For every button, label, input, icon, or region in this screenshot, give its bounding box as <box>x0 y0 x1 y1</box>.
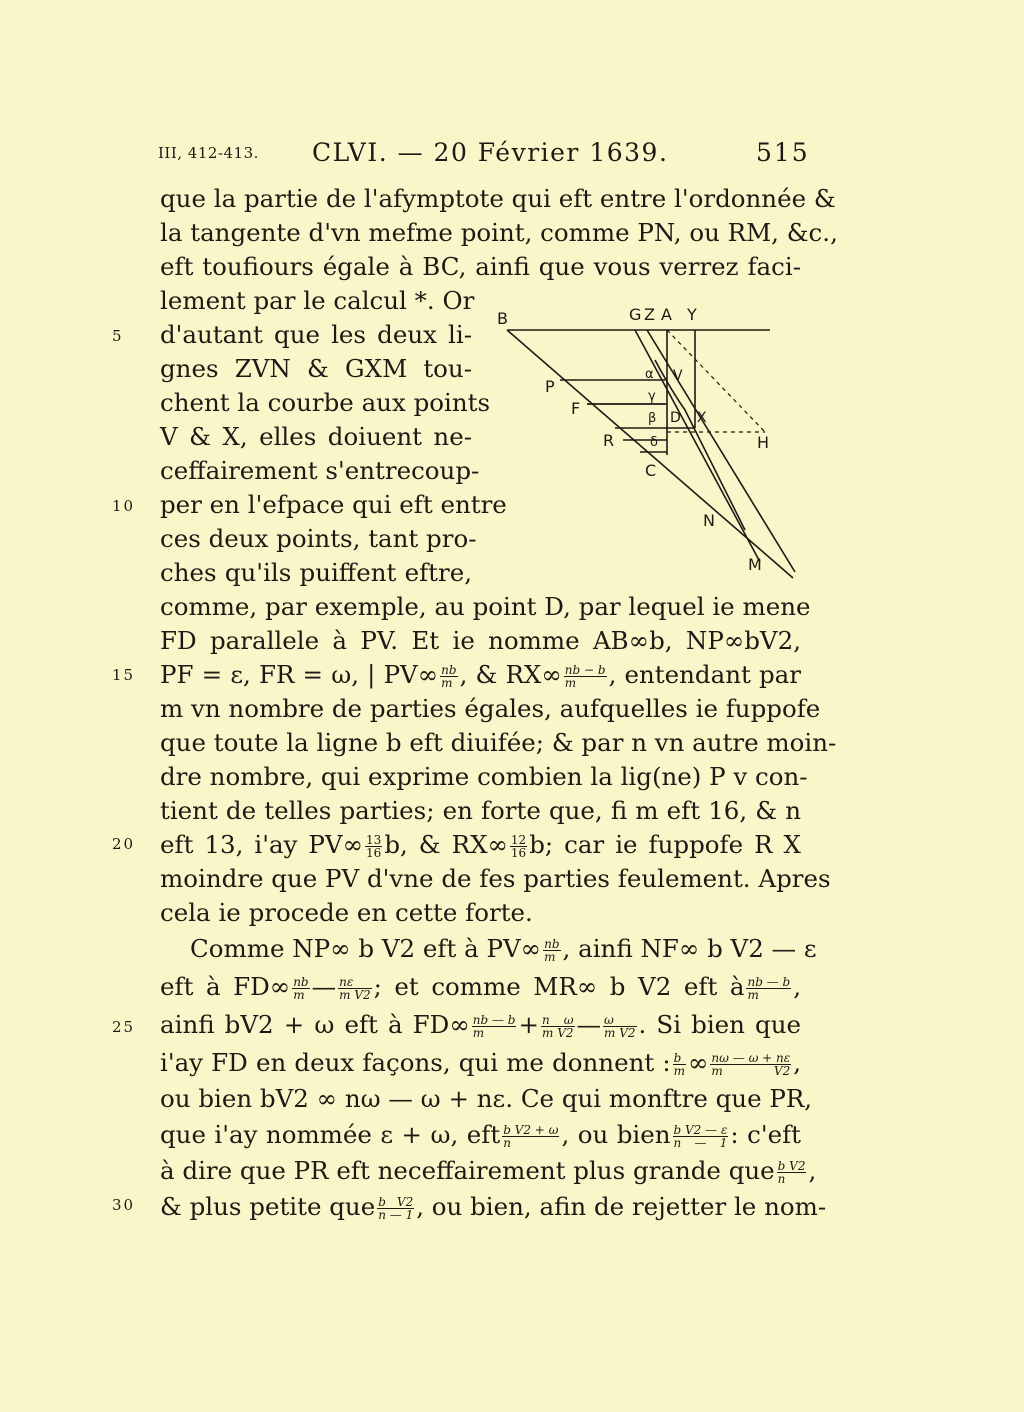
fraction: $\frac{n\varepsilon}{\text{m V2}}$ <box>339 975 371 1002</box>
fraction: $\frac{nb}{m}$ <box>544 937 560 964</box>
label-X: X <box>697 410 707 426</box>
fraction: $\frac{nb - b}{m}$ <box>564 663 606 690</box>
line-number: 30 <box>112 1196 136 1214</box>
running-header <box>0 138 1024 172</box>
text-line: Comme NP∞ b V2 eft à PV∞ $\frac{nb}{m}$ , ainfi NF∞ b V2 — ε <box>190 934 817 964</box>
text-line: que i'ay nommée ε + ω, eft $\frac{\text{b V2 + ω}}{n}$ , ou bien $\frac{\text{b V2 — ε}}{n — 1}$ : c'eft <box>160 1120 801 1150</box>
text-line: eft à FD∞ $\frac{nb}{m}$ — $\frac{n\varepsilon}{\text{m V2}}$ ; et comme MR∞ b V2 eft à $\frac{nb — b}{m}$ , <box>160 972 801 1002</box>
fraction: $\frac{\text{b V2 + ω}}{n}$ <box>503 1123 559 1150</box>
volume-reference: III, 412-413. <box>158 144 259 162</box>
page-number: 515 <box>756 138 810 167</box>
line-GM <box>647 330 795 572</box>
label-D: D <box>670 410 681 426</box>
label-V: V <box>673 368 683 384</box>
text-line: ces deux points, tant pro- <box>160 524 477 553</box>
fraction: $\frac{\omega}{\text{m V2}}$ <box>604 1013 636 1040</box>
label-alpha: α <box>645 367 654 382</box>
text-line: la tangente d'vn mefme point, comme PN, ou RM, &c., <box>160 218 838 247</box>
curve <box>655 360 745 530</box>
text-line: per en l'efpace qui eft entre <box>160 490 507 519</box>
text-line: i'ay FD en deux façons, qui me donnent : $\frac{b}{m}$ ∞ $\frac{n\omega — \omega + n\varepsilon}{\text{m V2}}$ , <box>160 1048 801 1078</box>
fraction: $\frac{b}{m}$ <box>673 1051 685 1078</box>
label-B: B <box>497 309 508 328</box>
fraction: $\frac{\text{b V2}}{n}$ <box>777 1159 806 1186</box>
line-number: 10 <box>112 497 136 515</box>
geometric-figure <box>495 300 805 590</box>
label-C: C <box>645 461 657 480</box>
label-beta: β <box>648 411 657 426</box>
fraction: $\frac{\text{n ω}}{\text{m V2}}$ <box>542 1013 574 1040</box>
text-line: lement par le calcul *. Or <box>160 286 475 315</box>
line-number: 15 <box>112 666 136 684</box>
fraction: $\frac{12}{16}$ <box>510 833 527 860</box>
label-A: A <box>661 305 672 324</box>
label-R: R <box>603 431 615 450</box>
text-line: chent la courbe aux points <box>160 388 491 417</box>
fraction: $\frac{n\omega — \omega + n\varepsilon}{\text{m V2}}$ <box>711 1051 791 1078</box>
label-P: P <box>545 377 555 396</box>
text-line: FD parallele à PV. Et ie nomme AB∞b, NP∞bV2, <box>160 626 801 655</box>
label-Z: Z <box>644 305 655 324</box>
fraction: $\frac{nb — b}{m}$ <box>747 975 791 1002</box>
text-line: ceffairement s'entrecoup- <box>160 456 480 485</box>
label-G: G <box>629 305 642 324</box>
text-line: tient de telles parties; en forte que, fi m eft 16, & n <box>160 796 801 825</box>
text-line: V & X, elles doiuent ne- <box>160 422 472 451</box>
label-delta: δ <box>650 435 658 450</box>
fraction: $\frac{\text{b V2 — ε}}{n — 1}$ <box>673 1123 728 1150</box>
label-H: H <box>757 433 770 452</box>
fraction: $\frac{\text{b V2}}{n — 1}$ <box>378 1195 414 1222</box>
text-line: comme, par exemple, au point D, par lequel ie mene <box>160 592 811 621</box>
text-line: gnes ZVN & GXM tou- <box>160 354 472 383</box>
text-line: eft toufiours égale à BC, ainfi que vous verrez faci- <box>160 252 801 281</box>
text-line: à dire que PR eft neceffairement plus grande que $\frac{\text{b V2}}{n}$ , <box>160 1156 817 1186</box>
label-Y: Y <box>687 305 697 324</box>
text-line: eft 13, i'ay PV∞ $\frac{13}{16}$ b, & RX∞ $\frac{12}{16}$ b; car ie fuppofe R X <box>160 830 801 860</box>
text-line: ou bien bV2 ∞ nω — ω + nε. Ce qui monftre que PR, <box>160 1084 813 1113</box>
text-line: moindre que PV d'vne de fes parties feulement. Apres <box>160 864 831 893</box>
text-line: d'autant que les deux li- <box>160 320 472 349</box>
label-M: M <box>748 555 762 574</box>
text-line: & plus petite que $\frac{\text{b V2}}{n — 1}$ , ou bien, afin de rejetter le nom- <box>160 1192 827 1222</box>
fraction: $\frac{nb}{m}$ <box>441 663 457 690</box>
text-line: ches qu'ils puiffent eftre, <box>160 558 472 587</box>
fraction: $\frac{nb — b}{m}$ <box>472 1013 516 1040</box>
fraction: $\frac{13}{16}$ <box>366 833 382 860</box>
label-N: N <box>703 511 715 530</box>
line-number: 20 <box>112 835 136 853</box>
fraction: $\frac{nb}{m}$ <box>293 975 309 1002</box>
text-line: dre nombre, qui exprime combien la lig(ne) P v con- <box>160 762 808 791</box>
text-line: que toute la ligne b eft diuifée; & par n vn autre moin- <box>160 728 837 757</box>
text-line: cela ie procede en cette forte. <box>160 898 533 927</box>
label-F: F <box>571 399 581 418</box>
line-number: 5 <box>112 327 124 345</box>
text-line: que la partie de l'afymptote qui eft entre l'ordonnée & <box>160 184 836 213</box>
line-number: 25 <box>112 1018 136 1036</box>
text-line: PF = ε, FR = ω, | PV∞ $\frac{nb}{m}$ , & RX∞ $\frac{nb - b}{m}$ , entendant par <box>160 660 801 690</box>
text-line: m vn nombre de parties égales, aufquelles ie fuppofe <box>160 694 821 723</box>
text-line: ainfi bV2 + ω eft à FD∞ $\frac{nb — b}{m}$ + $\frac{\text{n ω}}{\text{m V2}}$ — $\frac{\omega}{\text{m V2}}$ . Si bien que <box>160 1010 801 1040</box>
label-gamma: γ <box>648 389 656 404</box>
letter-title: CLVI. — 20 Février 1639. <box>312 138 669 167</box>
